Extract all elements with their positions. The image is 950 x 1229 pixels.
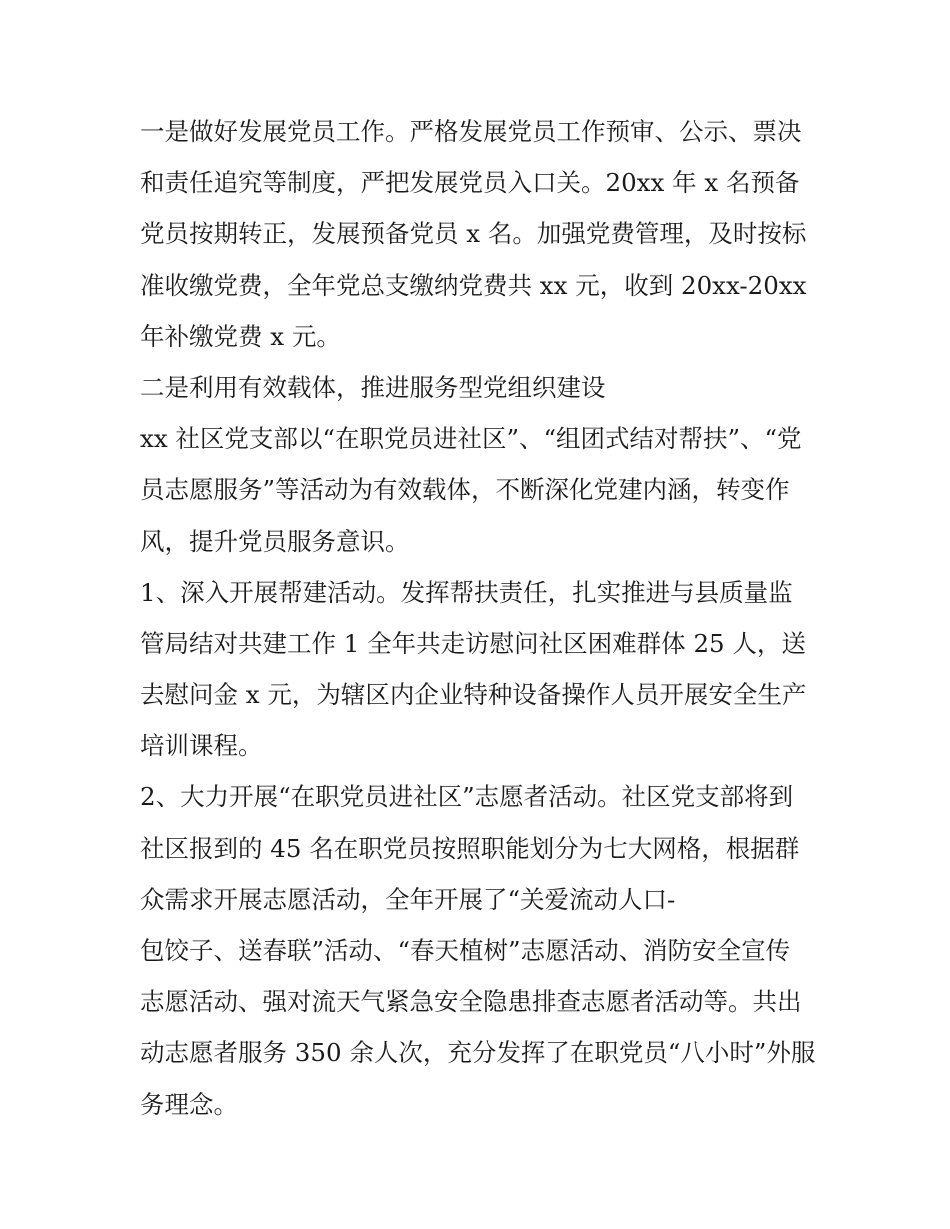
text-line: 年补缴党费 x 元。 xyxy=(140,321,341,351)
text-line: 众需求开展志愿活动，全年开展了“关爱流动人口- xyxy=(140,884,676,914)
text-line: 党员按期转正，发展预备党员 x 名。加强党费管理，及时按标 xyxy=(140,219,807,249)
text-line: 社区报到的 45 名在职党员按照职能划分为七大网格，根据群 xyxy=(140,833,800,863)
document-body xyxy=(140,106,816,1130)
text-line: 准收缴党费，全年党总支缴纳党费共 xx 元，收到 20xx-20xx xyxy=(140,270,807,300)
text-line: 务理念。 xyxy=(140,1089,238,1119)
text-line: xx 社区党支部以“在职党员进社区”、“组团式结对帮扶”、“党 xyxy=(140,424,802,454)
text-line: 包饺子、送春联”活动、“春天植树”志愿活动、消防安全宣传 xyxy=(140,936,791,965)
text-line: 2、大力开展“在职党员进社区”志愿者活动。社区党支部将到 xyxy=(140,782,794,812)
text-line: 动志愿者服务 350 余人次，充分发挥了在职党员“八小时”外服 xyxy=(140,1038,816,1068)
text-line: 志愿活动、强对流天气紧急安全隐患排查志愿者活动等。共出 xyxy=(140,987,802,1017)
text-line: 管局结对共建工作 1 全年共走访慰问社区困难群体 25 人，送 xyxy=(140,628,806,658)
text-line: 一是做好发展党员工作。严格发展党员工作预审、公示、票决 xyxy=(140,117,802,146)
text-line: 去慰问金 x 元，为辖区内企业特种设备操作人员开展安全生产 xyxy=(140,680,807,710)
section-heading: 二是利用有效载体，推进服务型党组织建设 xyxy=(140,372,606,402)
text-line: 员志愿服务”等活动为有效载体，不断深化党建内涵，转变作 xyxy=(140,475,790,505)
text-line: 1、深入开展帮建活动。发挥帮扶责任，扎实推进与县质量监 xyxy=(140,577,793,607)
text-line: 培训课程。 xyxy=(140,731,263,761)
text-line: 和责任追究等制度，严把发展党员入口关。20xx 年 x 名预备 xyxy=(140,168,800,198)
text-line: 风，提升党员服务意识。 xyxy=(140,526,410,556)
